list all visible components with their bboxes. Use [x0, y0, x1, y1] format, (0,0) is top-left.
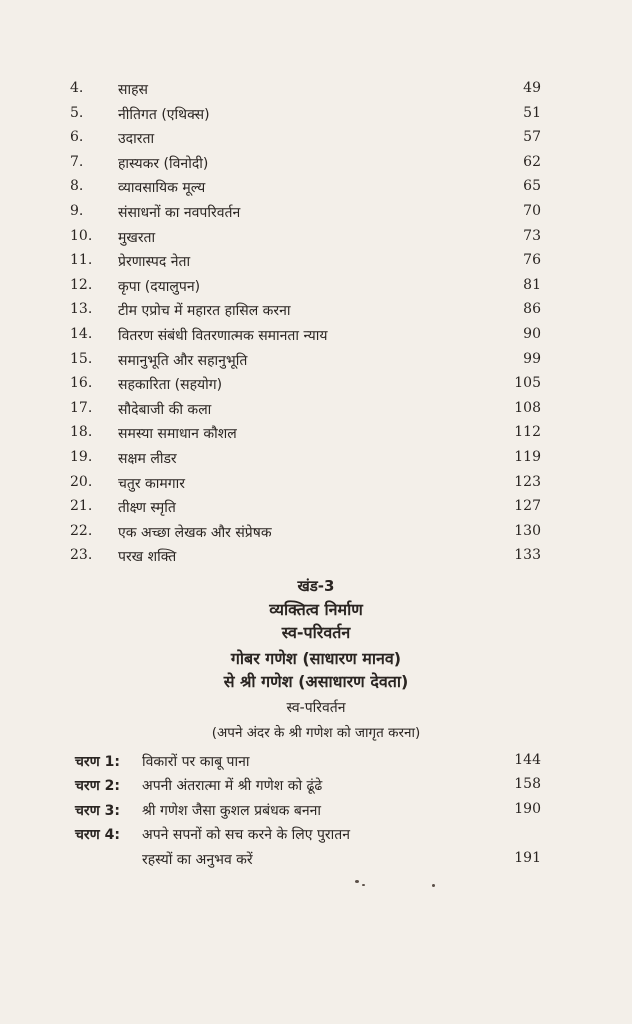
toc-title: सौदेबाजी की कला	[118, 401, 212, 418]
section-heading	[0, 575, 632, 745]
section-title: व्यक्तित्व निर्माण	[269, 600, 363, 619]
toc-page-number: 81	[523, 276, 541, 293]
step-label: चरण 2:	[75, 778, 120, 795]
toc-row	[0, 275, 632, 300]
toc-title: व्यावसायिक मूल्य	[118, 180, 206, 197]
toc-page-number: 57	[523, 129, 541, 146]
toc-title: साहस	[118, 82, 148, 98]
toc-page-number: 108	[514, 399, 541, 416]
step-label: चरण 4:	[75, 827, 120, 844]
toc-page-number: 130	[514, 522, 541, 539]
toc-page-number: 90	[523, 325, 541, 342]
toc-number: 10.	[70, 227, 93, 244]
step-title: श्री गणेश जैसा कुशल प्रबंधक बनना	[142, 802, 322, 819]
toc-title: एक अच्छा लेखक और संप्रेषक	[118, 524, 272, 541]
toc-title: सक्षम लीडर	[118, 450, 177, 467]
toc-row	[0, 422, 632, 447]
toc-number: 12.	[70, 276, 93, 293]
toc-row	[0, 152, 632, 177]
step-row	[0, 774, 632, 798]
toc-title: हास्यकर (विनोदी)	[118, 155, 209, 172]
toc-number: 7.	[70, 153, 84, 170]
toc-title: परख शक्ति	[118, 549, 177, 566]
toc-number: 6.	[70, 129, 84, 146]
toc-row	[0, 545, 632, 570]
toc-row	[0, 349, 632, 374]
toc-number: 16.	[70, 375, 93, 392]
toc-row	[0, 78, 632, 103]
section-parenthetical: (अपने अंदर के श्री गणेश को जागृत करना)	[211, 725, 421, 741]
toc-page-number: 105	[514, 375, 541, 392]
step-row	[0, 823, 632, 847]
toc-page-number: 49	[523, 80, 541, 96]
toc-page-number: 73	[523, 227, 541, 244]
toc-title: टीम एप्रोच में महारत हासिल करना	[118, 303, 291, 320]
toc-row	[0, 103, 632, 128]
toc-page-number: 70	[523, 202, 541, 219]
toc-title: संसाधनों का नवपरिवर्तन	[118, 204, 241, 221]
toc-page-number: 133	[514, 547, 541, 564]
section-sub-caption: स्व-परिवर्तन	[286, 700, 346, 716]
toc-row	[0, 472, 632, 497]
toc-page-number: 123	[514, 473, 541, 490]
toc-page-number: 76	[523, 252, 541, 269]
section-heading-line: गोबर गणेश (साधारण मानव)	[230, 649, 402, 668]
toc-row	[0, 373, 632, 398]
toc-title: उदारता	[118, 131, 155, 148]
toc-title: तीक्ष्ण स्मृति	[118, 500, 176, 517]
toc-number: 18.	[70, 424, 93, 441]
toc-row	[0, 521, 632, 546]
toc-title: समस्या समाधान कौशल	[118, 426, 237, 443]
toc-number: 21.	[70, 498, 93, 515]
toc-number: 15.	[70, 350, 93, 367]
step-label: चरण 3:	[75, 802, 120, 819]
toc-number: 17.	[70, 399, 93, 416]
toc-row	[0, 176, 632, 201]
toc-number: 20.	[70, 473, 93, 490]
toc-page-number: 62	[523, 153, 541, 170]
step-title-continued: रहस्यों का अनुभव करें	[142, 851, 253, 868]
step-page-number: 144	[514, 752, 541, 768]
toc-title: चतुर कामगार	[118, 475, 186, 492]
step-title: अपनी अंतरात्मा में श्री गणेश को ढूंढे	[142, 778, 323, 795]
toc-title: कृपा (दयालुपन)	[118, 278, 201, 295]
toc-title: सहकारिता (सहयोग)	[118, 377, 223, 394]
toc-page-number: 127	[514, 498, 541, 515]
toc-row	[0, 324, 632, 349]
toc-page-number: 112	[514, 424, 541, 441]
toc-title: समानुभूति और सहानुभूति	[118, 352, 248, 369]
toc-number: 14.	[70, 325, 93, 342]
toc-number: 9.	[70, 202, 84, 219]
step-row	[0, 799, 632, 823]
section-label: खंड-3	[297, 577, 335, 595]
toc-row	[0, 226, 632, 251]
toc-number: 11.	[70, 252, 93, 269]
steps-list	[0, 750, 632, 872]
toc-page-number: 86	[523, 301, 541, 318]
ink-speck	[432, 884, 435, 887]
toc-page-number: 99	[523, 350, 541, 367]
toc-number: 19.	[70, 448, 93, 465]
step-title: अपने सपनों को सच करने के लिए पुरातन	[142, 827, 351, 844]
toc-number: 4.	[70, 80, 84, 96]
toc-page-number: 51	[523, 104, 541, 121]
ink-speck	[362, 884, 365, 886]
toc-number: 13.	[70, 301, 93, 318]
toc-row	[0, 398, 632, 423]
step-page-number: 158	[514, 776, 541, 793]
step-label: चरण 1:	[75, 754, 120, 770]
toc-row	[0, 299, 632, 324]
section-heading-line: से श्री गणेश (असाधारण देवता)	[223, 672, 409, 691]
step-row	[0, 750, 632, 774]
toc-page-number: 65	[523, 178, 541, 195]
toc-number: 23.	[70, 547, 93, 564]
toc-row	[0, 496, 632, 521]
section-subtitle: स्व-परिवर्तन	[281, 623, 351, 642]
toc-number: 22.	[70, 522, 93, 539]
step-title: विकारों पर काबू पाना	[142, 754, 250, 770]
toc-page-number: 119	[514, 448, 541, 465]
ink-speck	[355, 880, 359, 883]
toc-title: प्रेरणास्पद नेता	[118, 254, 191, 271]
toc-title: वितरण संबंधी वितरणात्मक समानता न्याय	[118, 327, 328, 344]
toc-row	[0, 127, 632, 152]
step-page-number: 191	[514, 849, 541, 866]
toc-row	[0, 250, 632, 275]
toc-row	[0, 447, 632, 472]
toc-number: 8.	[70, 178, 84, 195]
toc-row	[0, 201, 632, 226]
step-page-number: 190	[514, 800, 541, 817]
toc-title: नीतिगत (एथिक्स)	[118, 106, 210, 123]
toc-title: मुखरता	[118, 229, 156, 246]
step-row-continued	[0, 848, 632, 872]
toc-number: 5.	[70, 104, 84, 121]
table-of-contents	[0, 78, 632, 570]
